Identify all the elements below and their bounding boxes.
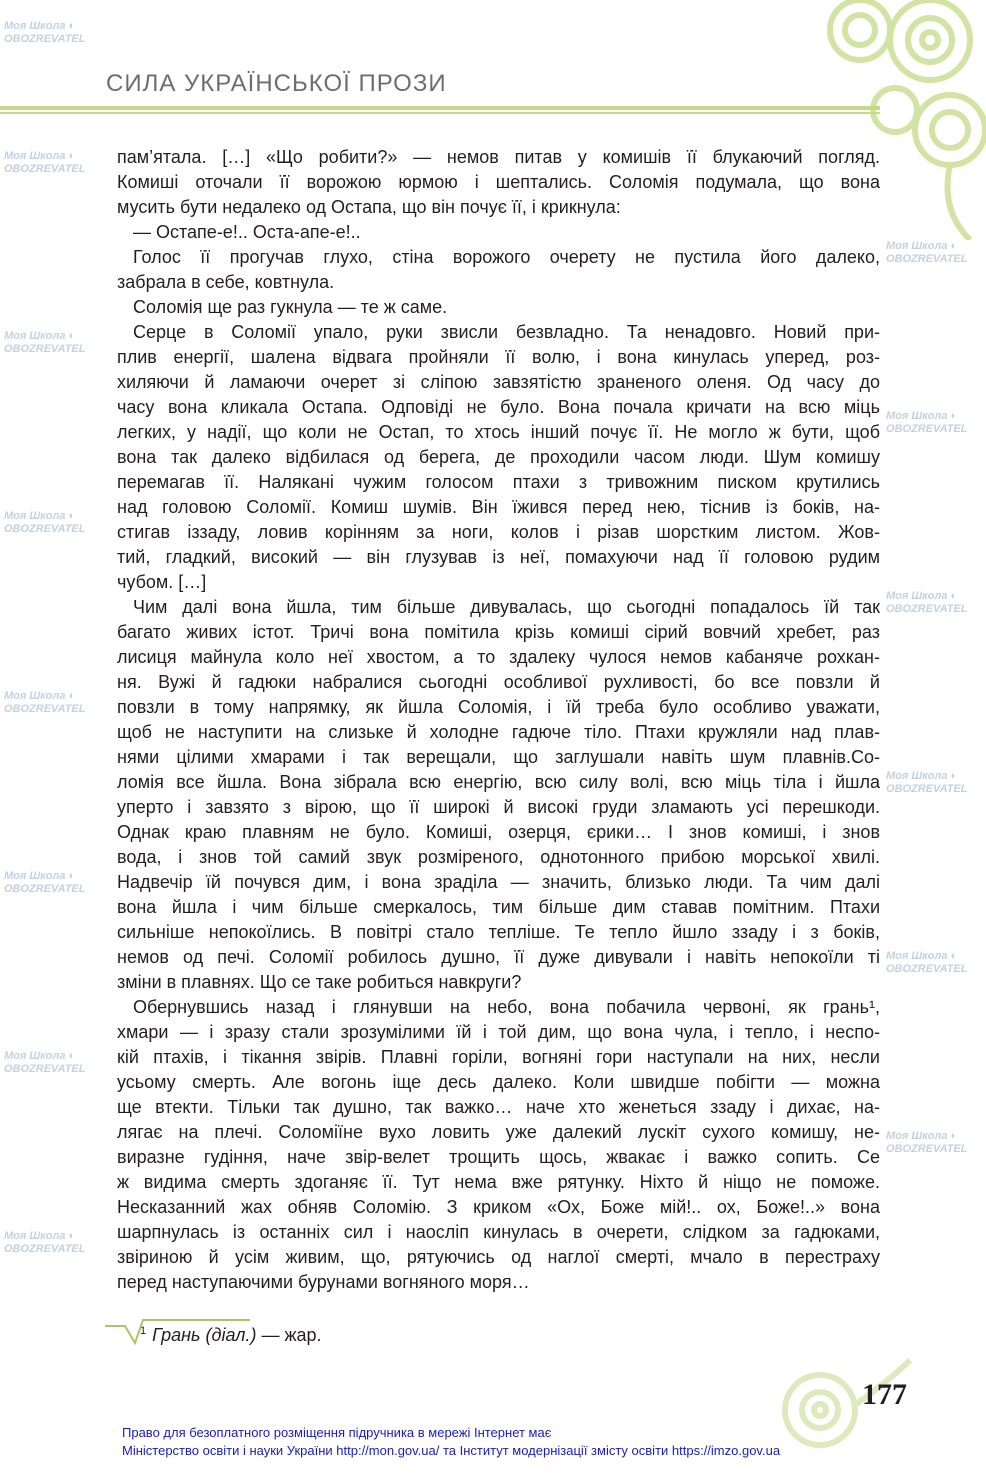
watermark: Моя Школа ◐ OBOZREVATEL (886, 770, 968, 795)
watermark: Моя Школа ◐ OBOZREVATEL (886, 950, 968, 975)
text-line: Серце в Соломії упало, руки звисли безвладно. Та ненадовго. Новий при- (133, 322, 880, 342)
watermark: Моя Школа ◐ OBOZREVATEL (886, 590, 968, 615)
text-line: плив енергії, шалена відвага пройняли її волю, і вона кинулась уперед, роз- (117, 347, 880, 367)
text-line: Однак краю плавням не було. Комиші, озерця, єрики… І знов комиші, і знов (117, 822, 880, 842)
legal-line-1: Право для безоплатного розміщення підручника в мережі Інтернет має (122, 1425, 552, 1440)
footnote-note: (діал.) (205, 1325, 257, 1345)
text-line: виразне гудіння, наче звір-велет трощить щось, жвакає і важко сопить. Се (117, 1147, 880, 1167)
text-line: шарпнулась із останніх сил і наосліп кинулась в очерети, слідком за гадюками, (117, 1222, 880, 1242)
text-line: багато живих істот. Тричі вона помітила крізь комиші сірий вовчий хребет, раз (117, 622, 880, 642)
text-line: ня. Вужі й гадюки набралися сьогодні особливої рухливості, бо все повзли й (117, 672, 880, 692)
footnote (140, 1325, 322, 1346)
text-line: хмари — і зразу стали зрозумілими їй і той дим, що вона чула, і тепло, і неспо- (117, 1022, 880, 1042)
header-rule (0, 106, 880, 110)
watermark: Моя Школа ◐ OBOZREVATEL (886, 1130, 968, 1155)
running-header: СИЛА УКРАЇНСЬКОЇ ПРОЗИ (106, 70, 447, 97)
text-line: — Остапе-е!.. Оста-апе-е!.. (133, 222, 361, 242)
text-line: вона йшла і чим більше смеркалось, тим більше дим ставав помітним. Птахи (117, 897, 880, 917)
text-line: тий, гладкий, високий — він глузував із неї, помахуючи над її головою рудим (117, 547, 880, 567)
text-line: Несказанний жах обняв Соломію. З криком «Ох, Боже мій!.. ох, Боже!..» вона (117, 1197, 880, 1217)
legal-line-2: Міністерство освіти і науки України http://mon.gov.ua/ та Інститут модернізації змісту освіти https://imzo.gov.ua (122, 1443, 781, 1458)
footnote-definition: — жар. (256, 1325, 322, 1345)
watermark: Моя Школа ◐ OBOZREVATEL (4, 690, 86, 715)
text-line: стигав іззаду, ловив корінням за ноги, колов і різав шорстким листом. Жов- (117, 522, 880, 542)
text-line: мусить бути недалеко од Остапа, що він почує її, і крикнула: (117, 197, 621, 217)
watermark: Моя Школа ◐ OBOZREVATEL (886, 410, 968, 435)
text-line: часу вона кликала Остапа. Одповіді не було. Вона почала кричати на всю міць (117, 397, 880, 417)
paragraph (117, 220, 880, 245)
text-line: перемагав її. Налякані чужим голосом птахи з тривожним писком крутились (117, 472, 880, 492)
paragraph (117, 995, 880, 1295)
text-line: пам’ятала. […] «Що робити?» — немов питав у комишів її блукаючий погляд. (117, 147, 880, 167)
watermark: Моя Школа ◐ OBOZREVATEL (4, 20, 86, 45)
text-line: сильніше непокоїлись. В повітрі стало тепліше. Те тепло йшло ззаду і з боків, (117, 922, 880, 942)
text-line: перед наступаючими бурунами вогняного моря… (117, 1272, 530, 1292)
text-line: лисиця майнула коло неї хвостом, а то здалеку чулося немов кабаняче рохкан- (117, 647, 880, 667)
text-line: звіриною й усім живим, що, рятуючись од наглої смерті, мчало в перестраху (117, 1247, 880, 1267)
text-line: ж видима смерть здоганяє її. Тут нема вже рятунку. Ніхто й ніщо не поможе. (117, 1172, 880, 1192)
text-line: над головою Соломії. Комиш шумів. Він їжився перед нею, тіснив із боків, на- (117, 497, 880, 517)
body-text (117, 145, 880, 1295)
text-line: вона так далеко відбилася од берега, де проходили часом люди. Шум комишу (117, 447, 880, 467)
watermark: Моя Школа ◐ OBOZREVATEL (4, 1050, 86, 1075)
watermark: Моя Школа ◐ OBOZREVATEL (4, 330, 86, 355)
text-line: ще втекти. Тільки так душно, так важко… наче хто женеться ззаду і дихає, на- (117, 1097, 880, 1117)
paragraph (117, 145, 880, 220)
text-line: повзли в тому напрямку, як йшла Соломія, і їй треба було особливо уважати, (117, 697, 880, 717)
text-line: Обернувшись назад і глянувши на небо, вона побачила червоні, як грань¹, (133, 997, 880, 1017)
paragraph (117, 295, 880, 320)
text-line: забрала в себе, ковтнула. (117, 272, 335, 292)
text-line: ломія все йшла. Вона зібрала всю енергію, всю силу волі, всю міць тіла і йшла (117, 772, 880, 792)
watermark: Моя Школа ◐ OBOZREVATEL (4, 150, 86, 175)
text-line: Голос її прогучав глухо, стіна ворожого очерету не пустила його далеко, (133, 247, 880, 267)
watermark: Моя Школа ◐ OBOZREVATEL (4, 870, 86, 895)
watermark: Моя Школа ◐ OBOZREVATEL (4, 1230, 86, 1255)
text-line: Чим далі вона йшла, тим більше дивувалась, що сьогодні попадалось їй так (133, 597, 880, 617)
paragraph (117, 595, 880, 995)
footnote-term: Грань (152, 1325, 201, 1345)
text-line: немов од печі. Соломії робилось душно, її дуже дивували і навіть непокоїли ті (117, 947, 880, 967)
legal-notice (122, 1424, 780, 1460)
paragraph (117, 320, 880, 595)
text-line: Комиші оточали її ворожою юрмою і шептались. Соломія подумала, що вона (117, 172, 880, 192)
text-line: кій птахів, і тікання звірів. Плавні горіли, вогняні гори наступали на них, несли (117, 1047, 880, 1067)
text-line: легких, у надії, що коли не Остап, то хтось інший почує її. Не могло ж бути, щоб (117, 422, 880, 442)
page-number: 177 (862, 1378, 907, 1411)
text-line: хиляючи й ламаючи очерет зі сліпою завзятістю зраненого оленя. Од часу до (117, 372, 880, 392)
text-line: Надвечір їй почувся дим, і вона зраділа — значить, близько люди. Та чим далі (117, 872, 880, 892)
paragraph (117, 245, 880, 295)
text-line: зміни в плавнях. Що се таке робиться навкруги? (117, 972, 522, 992)
text-line: вода, і знов той самий звук розміреного, однотонного прибою морської хвилі. (117, 847, 880, 867)
text-line: лягає на плечі. Соломіїне вухо ловить уже далекий лускіт сухого комишу, не- (117, 1122, 880, 1142)
header-rule-thin (0, 112, 880, 114)
text-line: уперто і завзято з вірою, що її широкі й високі груди зламають усі перешкоди. (117, 797, 880, 817)
text-line: усьому смерть. Але вогонь іще десь далеко. Коли швидше побігти — можна (117, 1072, 880, 1092)
watermark: Моя Школа ◐ OBOZREVATEL (886, 240, 968, 265)
text-line: чубом. […] (117, 572, 207, 592)
watermark: Моя Школа ◐ OBOZREVATEL (4, 510, 86, 535)
text-line: Соломія ще раз гукнула — те ж саме. (133, 297, 448, 317)
text-line: щоб не наступити на слизьке й холодне гадюче тіло. Птахи кружляли над плав- (117, 722, 880, 742)
footnote-number: 1 (140, 1325, 147, 1337)
text-line: нями цілими хмарами і так верещали, що заглушали навіть шум плавнів.Со- (117, 747, 880, 767)
